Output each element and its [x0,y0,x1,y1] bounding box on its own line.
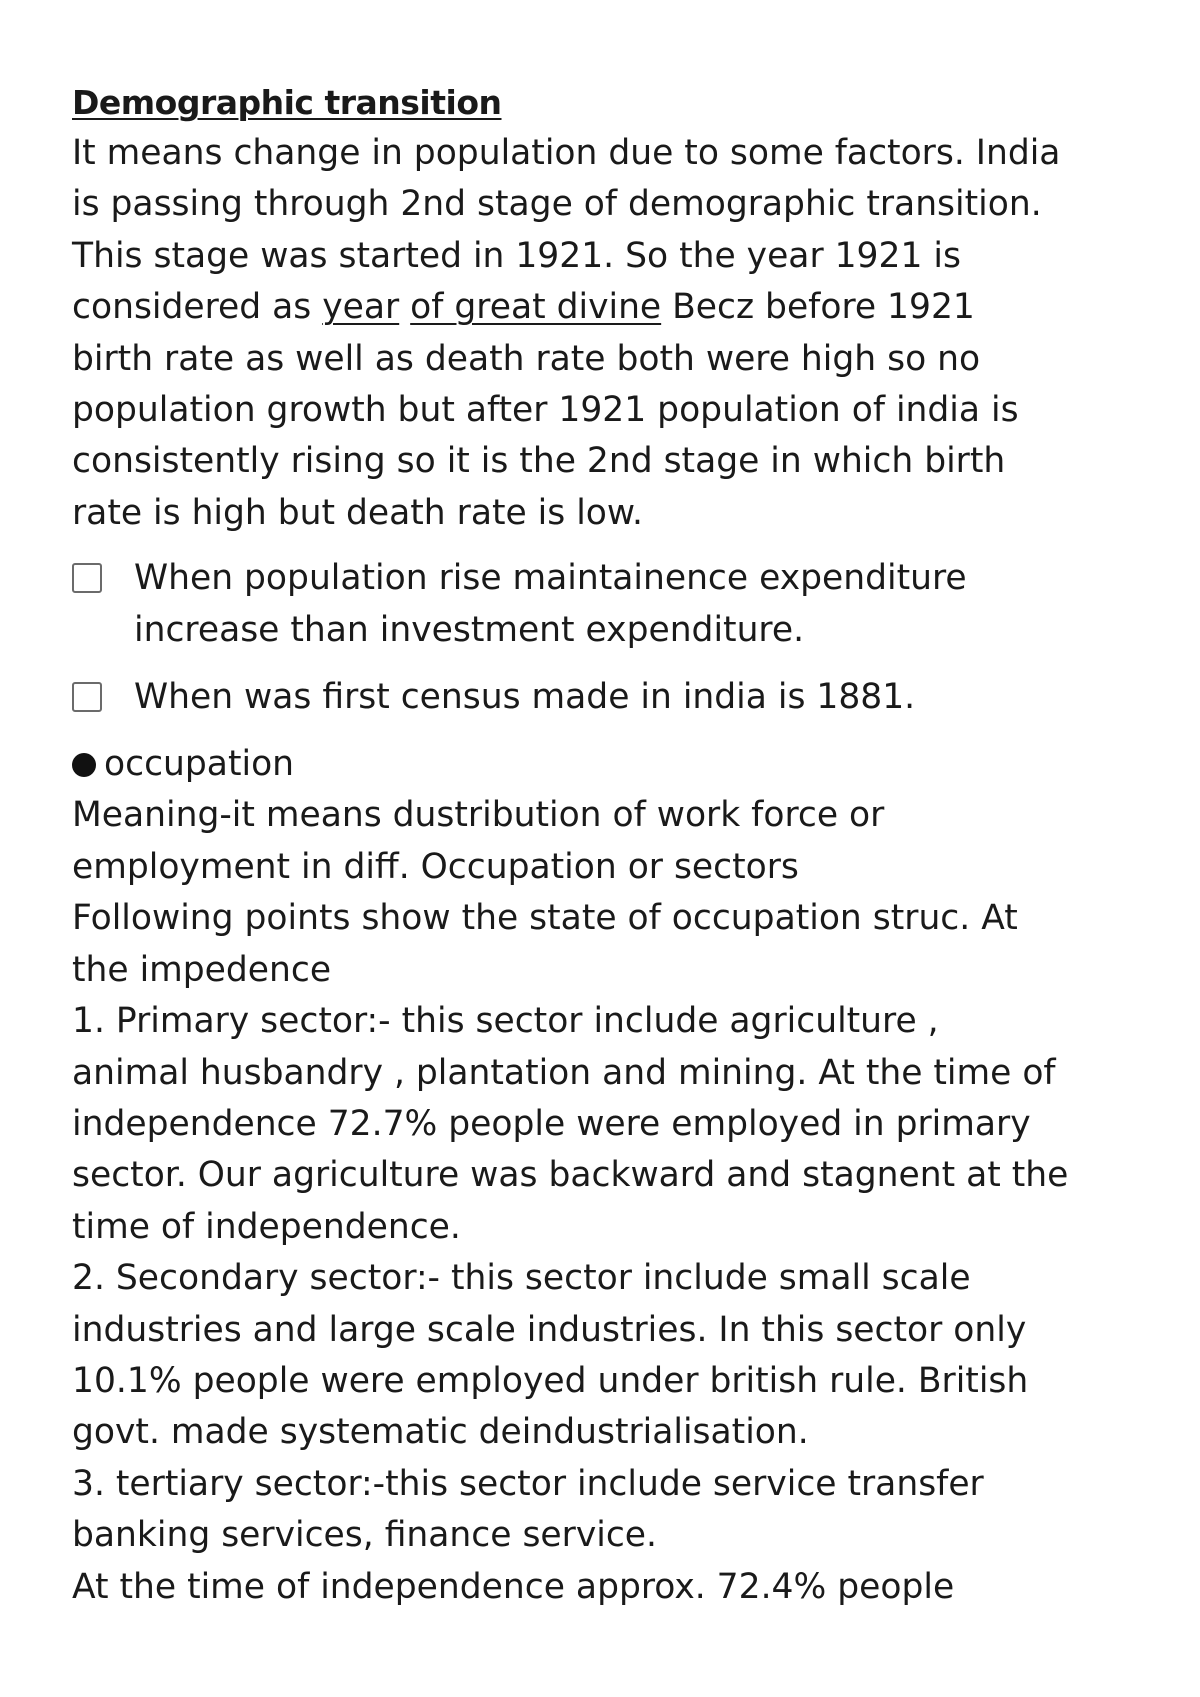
text-line: rate is high but death rate is low. [72,492,643,533]
text-line: independence 72.7% people were employed in primary [72,1103,1031,1144]
checklist-item [72,553,1142,656]
bullet-heading [72,739,1142,790]
bullet-dot-icon [72,753,96,777]
text-line: animal husbandry , plantation and mining. At the time of [72,1052,1056,1093]
text-line: 1. Primary sector:- this sector include agriculture , [72,1001,939,1042]
text-line: govt. made systematic deindustrialisation. [72,1412,809,1453]
text-fragment: Becz before 1921 [661,287,975,328]
text-line: When population rise maintainence expenditure [134,558,967,599]
intro-paragraph [72,128,1142,539]
underlined-text: of great divine [410,287,662,328]
text-line: At the time of independence approx. 72.4% people [72,1566,955,1607]
checklist-item [72,672,1142,723]
text-fragment: considered as [72,287,323,328]
checkbox[interactable] [72,682,102,712]
checklist-item-text [134,672,915,723]
text-fragment [399,287,410,327]
text-line: population growth but after 1921 population of india is [72,390,1019,431]
text-line: 10.1% people were employed under british rule. British [72,1360,1029,1401]
text-line: banking services, finance service. [72,1515,658,1556]
text-line: the impedence [72,949,332,990]
bullet-label: occupation [104,744,295,785]
text-line: Following points show the state of occupation struc. At [72,898,1018,939]
text-line: consistently rising so it is the 2nd stage in which birth [72,441,1006,482]
text-line: It means change in population due to some factors. India [72,133,1061,173]
text-line: time of independence. [72,1206,461,1247]
occupation-paragraph [72,790,1142,1613]
text-line: is passing through 2nd stage of demographic transition. [72,184,1042,225]
text-line: increase than investment expenditure. [134,609,805,650]
text-line-with-emphasis [72,282,1142,333]
text-line: employment in diff. Occupation or sectors [72,846,799,887]
text-line: When was first census made in india is 1881. [134,677,916,718]
text-line: birth rate as well as death rate both were high so no [72,338,981,379]
text-line: This stage was started in 1921. So the year 1921 is [72,235,961,276]
text-line: Meaning-it means dustribution of work force or [72,795,885,836]
text-line: sector. Our agriculture was backward and stagnent at the [72,1155,1069,1196]
text-line: 3. tertiary sector:-this sector include service transfer [72,1463,984,1504]
text-line: industries and large scale industries. In this sector only [72,1309,1027,1350]
checkbox[interactable] [72,563,102,593]
page-title: Demographic transition [72,83,502,122]
text-line: 2. Secondary sector:- this sector include small scale [72,1258,971,1299]
underlined-text: year [322,287,400,328]
checklist-item-text [134,553,967,656]
checklist [72,553,1142,723]
notes-page [72,78,1142,1613]
